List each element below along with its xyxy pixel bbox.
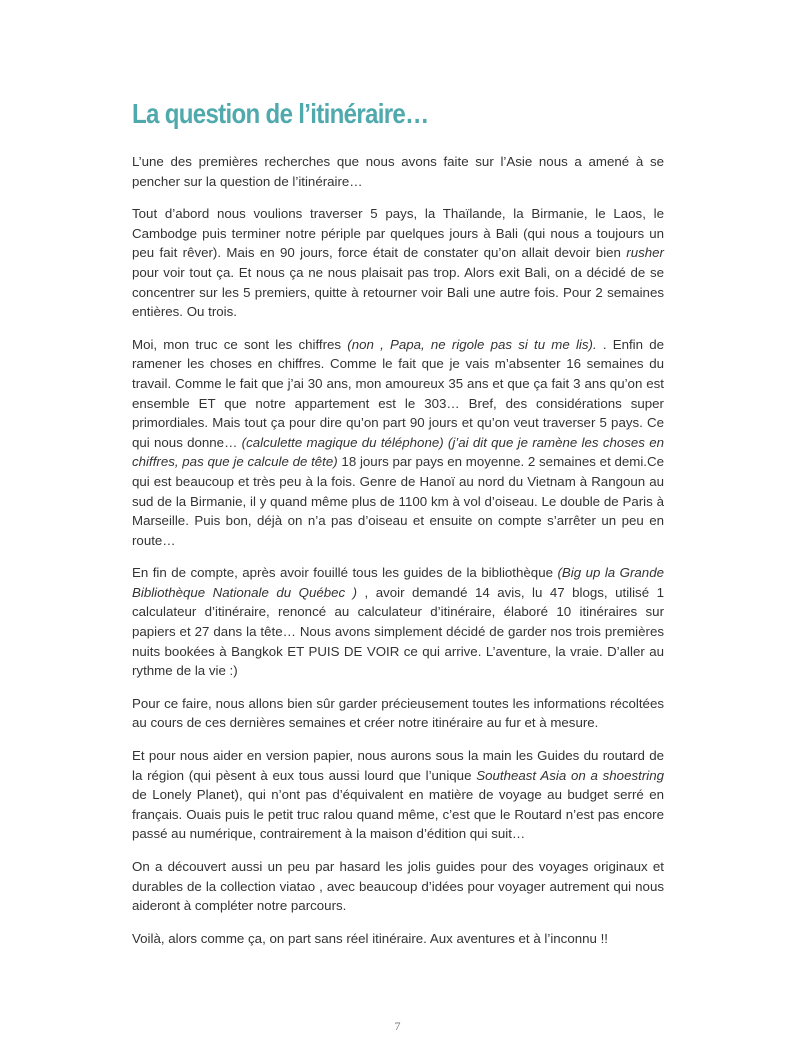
paragraph-4-text-a: En fin de compte, après avoir fouillé tous les guides de la bibliothèque — [132, 565, 558, 581]
paragraph-2-text-c: pour voir tout ça. Et nous ça ne nous plaisait pas trop. Alors exit Bali, on a décidé de se concentrer sur les 5 premiers, quitte à retourner voir Bali une autre fois. Pour 2 semaines entières. Ou trois. — [132, 264, 664, 320]
paragraph-2 — [132, 204, 664, 322]
paragraph-2-text-a: Tout d’abord nous voulions traverser 5 pays, la Thaïlande, la Birmanie, le Laos, le Cambodge puis terminer notre périple par quelques jours à Bali (qui nous a toujours un peu fait rêver). Mais en 90 jours, force était de constater qu’on allait devoir bien — [132, 206, 664, 261]
paragraph-3-text-a: Moi, mon truc ce sont les chiffres — [132, 336, 348, 352]
paragraph-6 — [132, 746, 664, 844]
paragraph-7: On a découvert aussi un peu par hasard les jolis guides pour des voyages originaux et durables de la collection viatao , avec beaucoup d’idées pour voyager autrement qui nous aideront à compléter notre parcours. — [132, 859, 664, 914]
paragraph-6-text-a: Et pour nous aider en version papier, nous aurons sous la main les Guides du routard de la région (qui pèsent à eux tous aussi lourd que l’unique — [132, 748, 664, 783]
paragraph-3-text-e: 18 jours par pays en moyenne. 2 semaines et demi.Ce qui est beaucoup et très peu à la fois. Genre de Hanoï au nord du Vietnam à Rangoun au sud de la Birmanie, il y quand même plus de 1100 km à vol d’oiseau. Le double de Paris à Marseille. Puis bon, déjà on n’a pas d’oiseau et ensuite on compte s’arrêter un peu en route… — [132, 454, 665, 548]
page-number: 7 — [394, 1019, 401, 1033]
paragraph-8: Voilà, alors comme ça, on part sans réel itinéraire. Aux aventures et à l’inconnu !! — [132, 930, 608, 946]
paragraph-6-text-c: de Lonely Planet), qui n’ont pas d’équivalent en matière de voyage au budget serré en français. Ouais puis le petit truc ralou quand même, c’est que le Routard n’est pas encore passé au numérique, contrairement à la maison d’édition qui suit… — [132, 787, 664, 842]
paragraph-1: L’une des premières recherches que nous avons faite sur l’Asie nous a amené à se pencher sur la question de l’itinéraire… — [132, 154, 664, 189]
paragraph-3 — [132, 335, 664, 551]
paragraph-6-italic: Southeast Asia on a shoestring — [476, 767, 664, 783]
paragraph-2-italic: rusher — [626, 245, 664, 261]
paragraph-4-italic: (Big up la Grande Bibliothèque Nationale du Québec ) — [132, 565, 664, 600]
paragraph-3-italic-d: (calculette magique du téléphone) (j’ai dit que je ramène les choses en chiffres, pas que je calcule de tête) — [132, 434, 664, 470]
paragraph-4 — [132, 563, 664, 681]
article-body — [132, 152, 664, 961]
page-title: La question de l’itinéraire… — [132, 98, 429, 129]
paragraph-5: Pour ce faire, nous allons bien sûr garder précieusement toutes les informations récoltées au cours de ces dernières semaines et créer notre itinéraire au fur et à mesure. — [132, 695, 664, 731]
paragraph-4-text-c: , avoir demandé 14 avis, lu 47 blogs, utilisé 1 calculateur d’itinéraire, renoncé au calculateur d’itinéraire, élaboré 10 itinéraires sur papiers et 27 dans la tête… Nous avons simplement décidé de garder nos trois premières nuits bookées à Bangkok ET PUIS DE VOIR ce qui arrive. L’aventure, la vraie. D’aller au rythme de la vie :) — [132, 584, 664, 679]
paragraph-3-italic-b: (non , Papa, ne rigole pas si tu me lis). — [347, 336, 597, 352]
paragraph-3-text-c: . Enfin de ramener les choses en chiffres. Comme le fait que je vais m’absenter 16 semaines du travail. Comme le fait que j’ai 30 ans, mon amoureux 35 ans et que ça fait 3 ans qu’on est ensemble ET que notre appartement est le 303… Bref, des considérations super primordiales. Mais tout ça pour dire qu’on part 90 jours et qu’on veut traverser 5 pays. Ce qui nous donne… — [132, 336, 665, 450]
